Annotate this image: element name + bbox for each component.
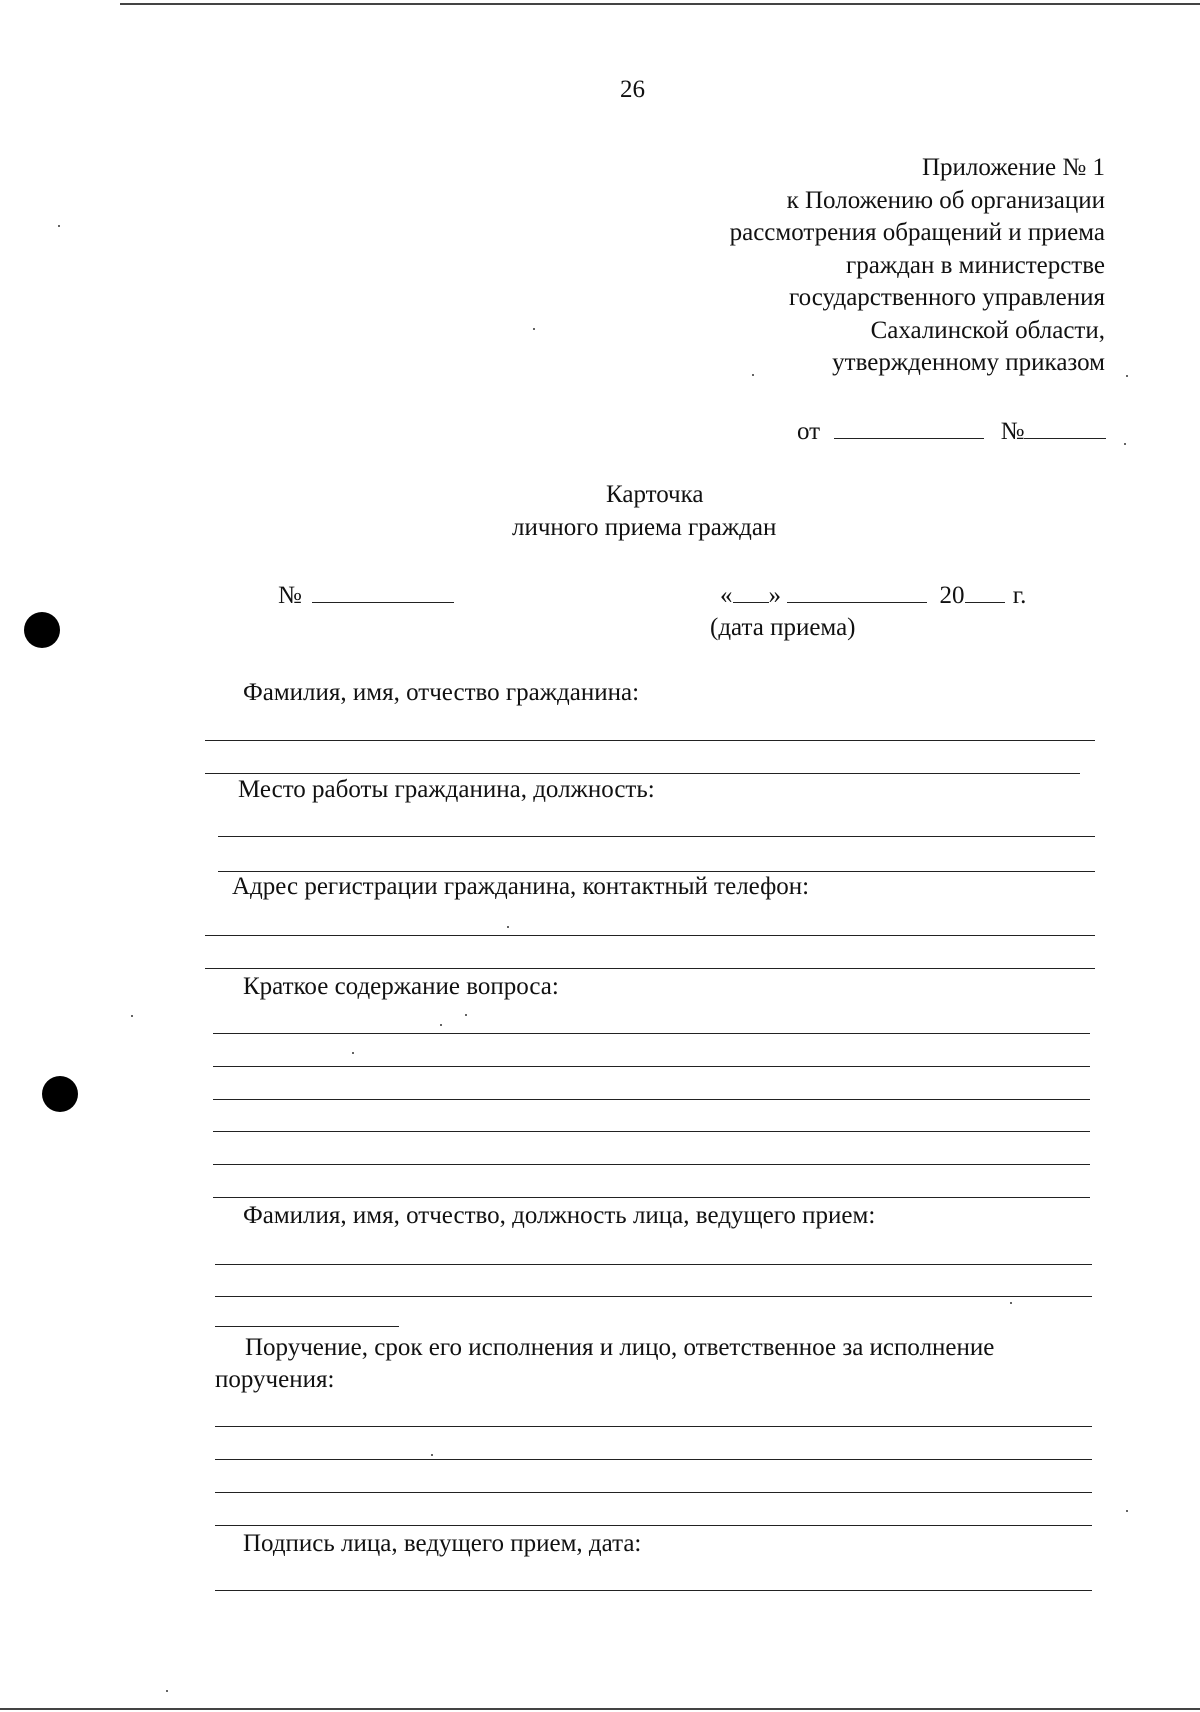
scan-speck [1126,375,1128,377]
instruction-label-line1: Поручение, срок его исполнения и лицо, ответственное за исполнение [245,1334,995,1361]
appendix-line: государственного управления [789,284,1105,311]
instruction-line[interactable] [215,1525,1092,1526]
date-day-blank[interactable] [733,580,769,603]
card-subtitle: личного приема граждан [512,514,777,541]
workplace-line[interactable] [218,871,1095,872]
date-close-quote: » [768,582,781,609]
scan-bottom-edge [0,1708,1200,1710]
workplace-label: Место работы гражданина, должность: [238,776,655,803]
address-line[interactable] [205,935,1095,936]
appendix-line: Приложение № 1 [921,154,1105,181]
summary-line[interactable] [213,1197,1090,1198]
scan-speck [431,1454,433,1456]
order-number-blank[interactable] [1024,416,1106,439]
order-from-label: от [797,418,821,445]
scan-speck [58,225,60,227]
order-ref [797,416,1106,446]
workplace-line[interactable] [218,836,1095,837]
scan-speck [533,328,535,330]
instruction-line[interactable] [215,1492,1092,1493]
card-number-blank[interactable] [312,580,454,603]
appendix-line: утвержденному приказом [832,349,1105,376]
order-number-label: № [1000,418,1025,445]
scan-speck [465,1014,467,1016]
full-name-line[interactable] [205,740,1095,741]
punch-hole-top [24,612,60,648]
punch-hole-bottom [42,1076,78,1112]
date-month-blank[interactable] [787,580,927,603]
date-open-quote: « [720,582,733,609]
full-name-label: Фамилия, имя, отчество гражданина: [243,679,640,706]
instruction-line[interactable] [215,1426,1092,1427]
page-number: 26 [620,76,645,103]
appendix-block [730,152,1105,380]
official-line-short[interactable] [215,1326,399,1327]
appendix-line: рассмотрения обращений и приема [729,219,1105,246]
scan-speck [166,1690,168,1692]
scan-speck [1126,1510,1128,1512]
scan-speck [752,374,754,376]
signature-label: Подпись лица, ведущего прием, дата: [243,1530,642,1557]
scan-speck [1124,443,1126,445]
appendix-line: граждан в министерстве [846,251,1105,279]
appendix-line: к Положению об организации [786,186,1105,214]
appendix-line: Сахалинской области, [870,316,1105,344]
address-label: Адрес регистрации гражданина, контактный телефон: [232,873,810,900]
official-line[interactable] [215,1296,1092,1297]
scan-speck [131,1015,133,1017]
address-line[interactable] [205,968,1095,969]
summary-line[interactable] [213,1033,1090,1034]
summary-label: Краткое содержание вопроса: [243,973,559,1000]
date-caption: (дата приема) [710,614,856,641]
official-line[interactable] [215,1264,1092,1265]
scan-speck [352,1052,354,1054]
summary-line[interactable] [213,1164,1090,1165]
full-name-line[interactable] [205,773,1080,774]
instruction-line[interactable] [215,1459,1092,1460]
scan-speck [507,926,509,928]
summary-line[interactable] [213,1131,1090,1132]
card-number [278,580,454,610]
scan-speck [1010,1302,1012,1304]
summary-line[interactable] [213,1099,1090,1100]
date-year-blank[interactable] [965,580,1005,603]
scan-speck [440,1024,442,1026]
scan-top-edge [120,3,1200,5]
signature-line[interactable] [215,1590,1092,1591]
summary-line[interactable] [213,1066,1090,1067]
card-number-label: № [278,582,302,609]
order-date-blank[interactable] [834,416,984,439]
date-year-prefix: 20 [939,582,965,609]
date-year-suffix: г. [1012,582,1027,609]
card-title: Карточка [606,481,704,508]
reception-date [720,580,1026,610]
official-label: Фамилия, имя, отчество, должность лица, ведущего прием: [243,1202,876,1229]
instruction-label-line2: поручения: [215,1366,335,1393]
